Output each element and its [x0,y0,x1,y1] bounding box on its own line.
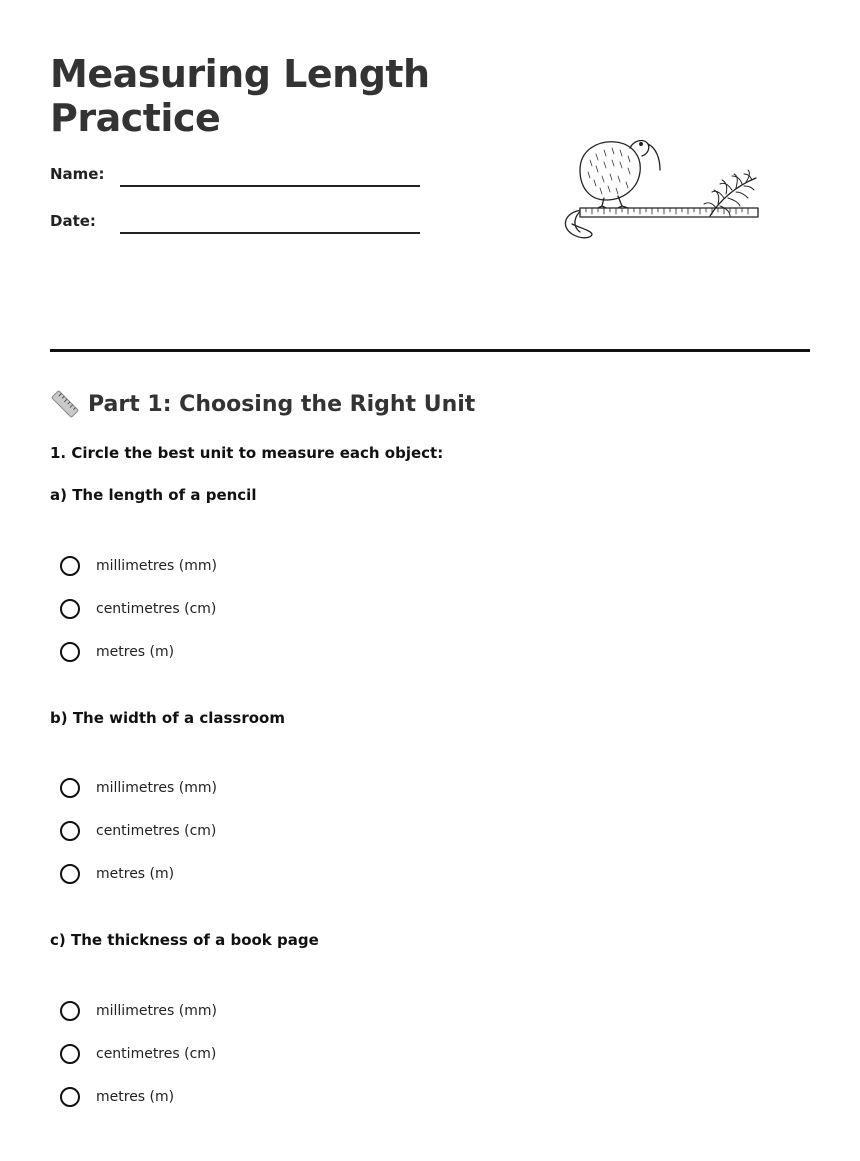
answer-circle[interactable] [60,556,80,576]
option-mm[interactable] [60,553,217,579]
option-label: metres (m) [96,1089,175,1105]
title-line-2: Practice [50,96,221,140]
answer-circle[interactable] [60,1087,80,1107]
title-line-1: Measuring Length [50,52,430,96]
question-b: b) The width of a classroom [50,709,285,727]
question-a: a) The length of a pencil [50,486,257,504]
question-c: c) The thickness of a book page [50,931,319,949]
option-m[interactable] [60,1084,174,1110]
part1-heading [50,388,475,420]
instruction-text: 1. Circle the best unit to measure each object: [50,444,444,462]
option-label: centimetres (cm) [96,601,217,617]
option-cm[interactable] [60,1041,216,1067]
option-label: millimetres (mm) [96,780,217,796]
date-field[interactable] [50,212,420,236]
option-mm[interactable] [60,775,217,801]
answer-circle[interactable] [60,1001,80,1021]
option-label: centimetres (cm) [96,823,217,839]
name-label: Name: [50,165,105,183]
answer-circle[interactable] [60,864,80,884]
option-mm[interactable] [60,998,217,1024]
part1-heading-text: Part 1: Choosing the Right Unit [88,391,476,417]
answer-circle[interactable] [60,1044,80,1064]
answer-circle[interactable] [60,599,80,619]
option-m[interactable] [60,639,174,665]
kiwi-illustration [560,130,760,250]
answer-circle[interactable] [60,821,80,841]
page-title [50,52,470,140]
option-label: millimetres (mm) [96,558,217,574]
ruler-icon [50,389,80,419]
option-cm[interactable] [60,596,216,622]
name-field[interactable] [50,165,420,189]
date-label: Date: [50,212,96,230]
name-answer-line[interactable] [120,185,420,187]
option-label: centimetres (cm) [96,1046,217,1062]
answer-circle[interactable] [60,642,80,662]
option-label: metres (m) [96,644,175,660]
option-cm[interactable] [60,818,216,844]
option-label: millimetres (mm) [96,1003,217,1019]
worksheet-page [50,0,810,1161]
answer-circle[interactable] [60,778,80,798]
date-answer-line[interactable] [120,232,420,234]
option-label: metres (m) [96,866,175,882]
option-m[interactable] [60,861,174,887]
header-divider [50,349,810,352]
